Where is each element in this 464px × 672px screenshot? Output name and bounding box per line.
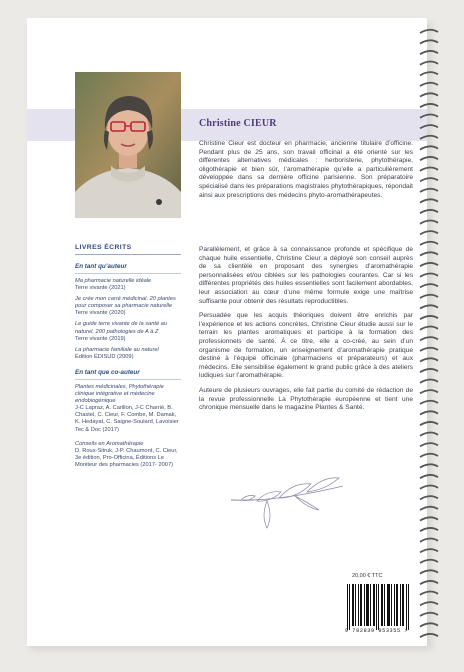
spiral-coil [420, 252, 438, 255]
list-item [75, 441, 181, 469]
body-paragraph: Auteure de plusieurs ouvrages, elle fait partie du comité de rédaction de la revue professionnelle La Phytothérapie européenne et tient une chronique mensuelle dans le magazine Plantes & Santé. [199, 386, 413, 412]
books-heading: LIVRES ÉCRITS [75, 244, 181, 255]
isbn-number: 9 782839 953355 > [345, 628, 409, 634]
book-title: La pharmacie familiale au naturel [75, 346, 159, 353]
spiral-coil [420, 168, 438, 171]
author-bio: Christine Cieur est docteur en pharmacie, ancienne titulaire d’officine. Pendant plus de 25 ans, son travail officinal a été orienté sur les différentes alternatives médicales : herboristerie, phytothérapie, oligothérapie et bien sûr, l’aromathérapie qu’elle a particulièrement développée dans sa dernière officine parisienne. Son préparatoire spécialisé dans les préparations magistrales phytothérapiques, répondait ainsi aux prescriptions des médecins phyto-aromathérapeutes. [199, 140, 413, 199]
spiral-coil [420, 528, 438, 531]
spiral-coil [420, 221, 438, 224]
spiral-coil [420, 602, 438, 605]
book-title: Conseils en Aromathérapie [75, 440, 144, 447]
spiral-coil [420, 104, 438, 107]
body-paragraph: Parallèlement, et grâce à sa connaissance profonde et spécifique de chaque huile essentielle, Christine Cieur a déployé son conseil auprès de sa clientèle en proposant des synergies d’aromathérapie personnalisées et/ou ciblées sur les pathologies courantes. Car si les différentes propriétés des huiles essentielles sont facilement abordables, leur association au cœur d’une même formule exige une maîtrise suffisante pour obtenir des résultats reproductibles. [199, 246, 413, 305]
spiral-coil [420, 486, 438, 489]
book-title: Ma pharmacie naturelle idéale [75, 278, 152, 284]
barcode-icon [345, 582, 413, 632]
spiral-coil [420, 242, 438, 245]
body-text [199, 246, 413, 419]
spiral-coil [420, 539, 438, 542]
spiral-coil [420, 337, 438, 340]
spiral-coil [420, 496, 438, 499]
book-title: Plantes médicinales, Phytothérapie clinique intégrative et médecine endobiogénique [75, 383, 164, 405]
spiral-coil [420, 136, 438, 139]
spiral-coil [420, 390, 438, 393]
book-title: Je crée mon carré médicinal. 20 plantes pour composer sa pharmacie naturelle [75, 296, 176, 310]
spiral-coil [420, 517, 438, 520]
spiral-coil [420, 231, 438, 234]
spiral-coil [420, 157, 438, 160]
book-back-cover [27, 18, 427, 646]
spiral-coil [420, 263, 438, 266]
spiral-coil [420, 634, 438, 637]
books-list [75, 244, 181, 473]
price-label: 20,00 € TTC [352, 573, 383, 579]
spiral-coil [420, 401, 438, 404]
book-publisher: Terre vivante (2020) [75, 310, 126, 317]
spiral-coil [420, 464, 438, 467]
spiral-coil [420, 40, 438, 43]
spiral-coil [420, 475, 438, 478]
author-photo [75, 72, 181, 218]
book-publisher: D. Roux-Sitruk, J-P. Chaumont, C. Cieur, 3e édition, Pro-Officina, Éditions Le Moniteur des pharmacies (2017- 2007) [75, 447, 178, 468]
author-name: Christine CIEUR [199, 118, 277, 129]
spiral-coil [420, 284, 438, 287]
list-item [75, 278, 181, 292]
spiral-coil [420, 454, 438, 457]
spiral-coil [420, 581, 438, 584]
spiral-coil [420, 305, 438, 308]
spiral-coil [420, 199, 438, 202]
leaf-branch-icon [227, 472, 347, 532]
book-publisher: Terre vivante (2021) [75, 285, 126, 292]
spiral-coil [420, 549, 438, 552]
coauthor-books-heading: En tant que co-auteur [75, 369, 181, 380]
spiral-coil [420, 380, 438, 383]
spiral-coil [420, 358, 438, 361]
spiral-coil [420, 83, 438, 86]
spiral-coil [420, 592, 438, 595]
spiral-coil [420, 422, 438, 425]
spiral-coil [420, 115, 438, 118]
spiral-coil [420, 51, 438, 54]
spiral-coil [420, 443, 438, 446]
list-item [75, 384, 181, 434]
spiral-coil [420, 178, 438, 181]
book-publisher: J-C Lapraz, A. Carillon, J-C Charrié, B. Chastel, C. Cieur, F. Combe, M. Damak, K. Hedayat, C. Saigne-Soulard, Lavoisier Tec & Doc (2017) [75, 405, 179, 433]
spiral-coil [420, 507, 438, 510]
spiral-coil [420, 274, 438, 277]
spiral-coil [420, 146, 438, 149]
spiral-coil [420, 189, 438, 192]
spiral-coil [420, 72, 438, 75]
spiral-coil [420, 369, 438, 372]
book-publisher: Terre vivante (2019) [75, 335, 126, 342]
book-title: Le guide terre vivante de la santé au naturel, 200 pathologies de A à Z [75, 321, 168, 335]
spiral-coil [420, 560, 438, 563]
spiral-coil [420, 125, 438, 128]
spiral-coil [420, 570, 438, 573]
spiral-coil [420, 62, 438, 65]
spiral-coil [420, 623, 438, 626]
spiral-coil [420, 316, 438, 319]
list-item [75, 347, 181, 361]
spiral-coil [420, 348, 438, 351]
spiral-binding-icon [418, 26, 442, 646]
book-publisher: Édition ÉDISUD (2009) [75, 353, 134, 360]
spiral-coil [420, 613, 438, 616]
spiral-coil [420, 93, 438, 96]
list-item [75, 296, 181, 317]
spiral-coil [420, 295, 438, 298]
body-paragraph: Persuadée que les acquis théoriques doivent être enrichis par l’expérience et les actions concrètes, Christine Cieur étudie aussi sur le terrain les plantes aromatiques et participe à la formation des professionnels de santé. À ce titre, elle a co-créé, au sein d’un organisme de formation, un enseignement d’aromathérapie pratique destiné à l’équipe officinale (pharmaciens et préparateurs) et aux médecins. Elle sensibilise également le grand public grâce à des ateliers ludiques sur l’aromathérapie. [199, 312, 413, 380]
author-books-heading: En tant qu’auteur [75, 263, 181, 274]
spiral-coil [420, 411, 438, 414]
spiral-coil [420, 433, 438, 436]
list-item [75, 321, 181, 342]
spiral-coil [420, 327, 438, 330]
spiral-coil [420, 30, 438, 33]
spiral-coil [420, 210, 438, 213]
